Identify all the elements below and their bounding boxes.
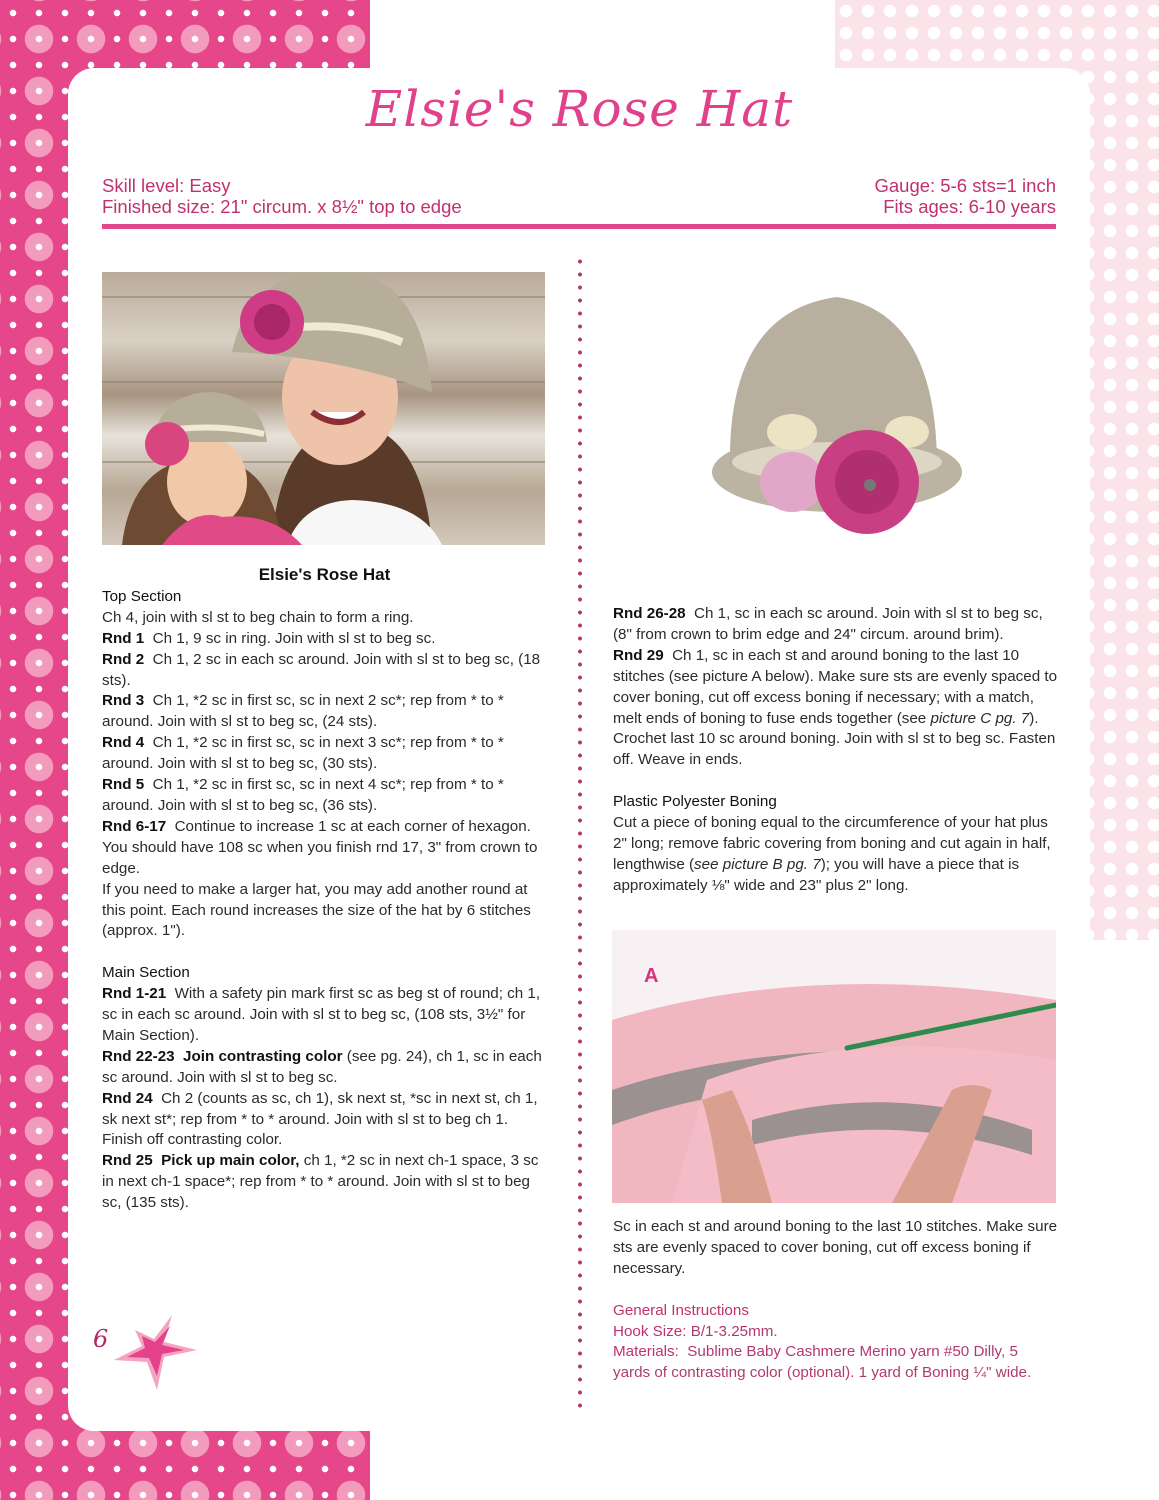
skill-level: Skill level: Easy xyxy=(102,175,231,196)
picture-a-caption-block xyxy=(613,1217,1058,1384)
svg-text:A: A xyxy=(644,965,659,987)
hat-photo-illustration xyxy=(612,272,1056,545)
round-24: Rnd 24 Ch 2 (counts as sc, ch 1), sk next st, *sc in next st, ch 1, sk next st*; rep from * to * around. Join with sl st to beg ch 1. Finish off contrasting color. xyxy=(102,1089,538,1149)
page-number: 6 xyxy=(93,1325,109,1353)
finished-size: Finished size: 21" circum. x 8½" top to edge xyxy=(102,196,462,217)
main-section-heading: Main Section xyxy=(102,964,190,982)
round-1-21: Rnd 1-21 With a safety pin mark first sc as beg st of round; ch 1, sc in each sc around. Join with sl st to beg sc, (108 sts, 3½" for Main Section). xyxy=(102,985,541,1044)
round-4: Rnd 4 Ch 1, *2 sc in first sc, sc in next 3 sc*; rep from * to * around. Join with sl st to beg sc, (30 sts). xyxy=(102,734,504,773)
instructions-right-column xyxy=(613,604,1058,897)
girl-photo-illustration xyxy=(102,272,545,545)
photo-girl-and-doll xyxy=(102,272,545,545)
pattern-title: Elsie's Rose Hat xyxy=(258,565,391,584)
fits-ages: Fits ages: 6-10 years xyxy=(883,196,1056,217)
round-2: Rnd 2 Ch 1, 2 sc in each sc around. Join with sl st to beg sc, (18 sts). xyxy=(102,650,541,689)
top-section-heading: Top Section xyxy=(102,587,182,605)
boning-text: Cut a piece of boning equal to the circumference of your hat plus 2" long; remove fabric covering from boning and cut again in half, lengthwise (see picture B pg. 7); you will have a piece that is approximately ⅛" wide and 23" plus 2" long. xyxy=(613,814,1051,894)
general-instructions-heading: General Instructions xyxy=(613,1301,749,1319)
instructions-left-column xyxy=(102,565,547,1214)
star-icon xyxy=(102,1312,202,1392)
top-section-intro: Ch 4, join with sl st to beg chain to form a ring. xyxy=(102,608,414,626)
round-1: Rnd 1 Ch 1, 9 sc in ring. Join with sl st to beg sc. xyxy=(102,629,436,647)
round-26-28: Rnd 26-28 Ch 1, sc in each sc around. Join with sl st to beg sc, (8" from crown to brim edge and 24" circum. around brim). xyxy=(613,605,1043,643)
boning-heading: Plastic Polyester Boning xyxy=(613,793,777,811)
header-left xyxy=(102,175,462,217)
picture-a-photo xyxy=(612,930,1056,1203)
photo-rose-hat xyxy=(612,272,1056,545)
round-5: Rnd 5 Ch 1, *2 sc in first sc, sc in next 4 sc*; rep from * to * around. Join with sl st to beg sc, (36 sts). xyxy=(102,776,504,814)
round-22-23: Rnd 22-23 Join contrasting color (see pg. 24), ch 1, sc in each sc around. Join with sl st to beg sc. xyxy=(102,1047,542,1086)
round-29: Rnd 29 Ch 1, sc in each st and around boning to the last 10 stitches (see picture A below). Make sure sts are evenly spaced to cover boning, cut off excess boning if necessary; with a match, melt ends of boning to fuse ends together (see picture C pg. 7). Crochet last 10 sc around boning. Join with sl st to beg sc. Fasten off. Weave in ends. xyxy=(613,646,1058,769)
page-title: Elsie's Rose Hat xyxy=(365,80,794,138)
round-6-17: Rnd 6-17 Continue to increase 1 sc at each corner of hexagon. You should have 108 sc when you finish rnd 17, 3" from crown to edge. xyxy=(102,817,538,877)
gauge: Gauge: 5-6 sts=1 inch xyxy=(874,175,1056,196)
crochet-boning-illustration xyxy=(612,930,1056,1203)
picture-a-caption: Sc in each st and around boning to the last 10 stitches. Make sure sts are evenly spaced to cover boning, cut off excess boning if necessary. xyxy=(613,1218,1058,1277)
header-rule xyxy=(102,224,1056,229)
materials: Materials: Sublime Baby Cashmere Merino yarn #50 Dilly, 5 yards of contrasting color (optional). 1 yard of Boning ¼" wide. xyxy=(613,1343,1032,1382)
column-divider-dotted xyxy=(578,255,582,1415)
round-3: Rnd 3 Ch 1, *2 sc in first sc, sc in next 2 sc*; rep from * to * around. Join with sl st to beg sc, (24 sts). xyxy=(102,692,504,731)
round-25: Rnd 25 Pick up main color, ch 1, *2 sc in next ch-1 space, 3 sc in next ch-1 space*; rep from * to * around. Join with sl st to beg sc, (135 sts). xyxy=(102,1152,539,1212)
larger-hat-note: If you need to make a larger hat, you may add another round at this point. Each round increases the size of the hat by 6 stitches (approx. 1"). xyxy=(102,880,531,940)
header-right xyxy=(874,175,1056,217)
hook-size: Hook Size: B/1-3.25mm. xyxy=(613,1322,778,1340)
